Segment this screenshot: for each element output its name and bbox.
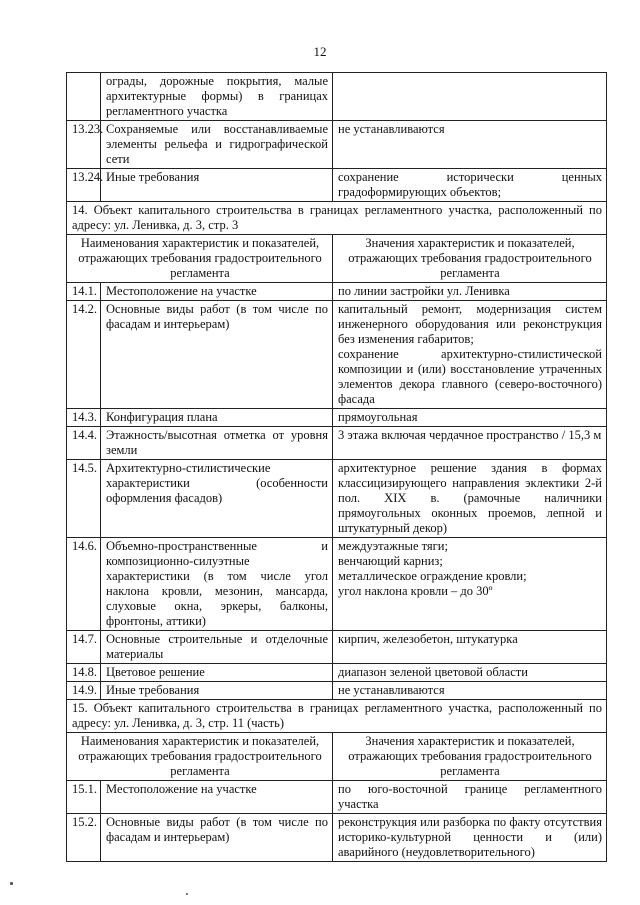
row-value: не устанавливаются <box>333 121 607 169</box>
row-value-line: металлическое ограждение кровли; <box>338 569 527 583</box>
table-row <box>67 301 607 409</box>
row-name: Цветовое решение <box>101 664 333 682</box>
section-15-header-right: Значения характеристик и показателей, отражающих требования градостроительного регламента <box>333 733 607 781</box>
table-row <box>67 121 607 169</box>
section-14-header-right: Значения характеристик и показателей, отражающих требования градостроительного регламента <box>333 235 607 283</box>
section-14-title-row <box>67 202 607 235</box>
section-15-rows <box>67 781 607 862</box>
scan-speck <box>10 882 13 885</box>
table-row <box>67 814 607 862</box>
row-number <box>67 73 101 121</box>
table-row <box>67 460 607 538</box>
table-row <box>67 631 607 664</box>
row-name: Основные виды работ (в том числе по фасадам и интерьерам) <box>101 301 333 409</box>
row-name: Конфигурация плана <box>101 409 333 427</box>
row-value-line: прямоугольная <box>338 410 418 424</box>
regulation-table <box>66 72 607 862</box>
row-name: Архитектурно-стилистические характеристики (особенности оформления фасадов) <box>101 460 333 538</box>
table-row <box>67 781 607 814</box>
section-14-title: 14. Объект капитального строительства в границах регламентного участка, расположенный по адресу: ул. Ленивка, д. 3, стр. 3 <box>67 202 607 235</box>
table-row <box>67 664 607 682</box>
row-value-line: не устанавливаются <box>338 683 445 697</box>
row-number: 15.1. <box>67 781 101 814</box>
row-value-line: сохранение архитектурно-стилистической композиции и (или) восстановление утраченных элементов декора главного (северо-восточного) фасада <box>338 347 602 406</box>
section-15-title-row <box>67 700 607 733</box>
scan-speck <box>186 893 188 895</box>
row-value <box>333 814 607 862</box>
table-row <box>67 427 607 460</box>
row-number: 13.24. <box>67 169 101 202</box>
section-15-header-row <box>67 733 607 781</box>
table-row <box>67 538 607 631</box>
row-number: 14.8. <box>67 664 101 682</box>
table-row <box>67 73 607 121</box>
row-value-line: по юго-восточной границе регламентного участка <box>338 782 602 811</box>
row-value <box>333 409 607 427</box>
row-number: 14.2. <box>67 301 101 409</box>
row-value <box>333 301 607 409</box>
row-name: Основные строительные и отделочные материалы <box>101 631 333 664</box>
row-name: Иные требования <box>101 682 333 700</box>
row-number: 14.1. <box>67 283 101 301</box>
section-15-header-left: Наименования характеристик и показателей, отражающих требования градостроительного регламента <box>67 733 333 781</box>
row-number: 14.7. <box>67 631 101 664</box>
row-value: сохранение исторически ценных градоформирующих объектов; <box>333 169 607 202</box>
row-value <box>333 631 607 664</box>
section-14-header-row <box>67 235 607 283</box>
row-name: Этажность/высотная отметка от уровня земли <box>101 427 333 460</box>
row-name: Сохраняемые или восстанавливаемые элементы рельефа и гидрографической сети <box>101 121 333 169</box>
row-value-line: капитальный ремонт, модернизация систем инженерного оборудования или реконструкция без изменения габаритов; <box>338 302 602 346</box>
row-name: Местоположение на участке <box>101 781 333 814</box>
section-15-title: 15. Объект капитального строительства в границах регламентного участка, расположенный по адресу: ул. Ленивка, д. 3, стр. 11 (часть) <box>67 700 607 733</box>
row-value <box>333 682 607 700</box>
row-number: 14.6. <box>67 538 101 631</box>
row-value-line: кирпич, железобетон, штукатурка <box>338 632 518 646</box>
table-row <box>67 682 607 700</box>
row-number: 13.23. <box>67 121 101 169</box>
row-value <box>333 538 607 631</box>
row-value <box>333 460 607 538</box>
row-value <box>333 781 607 814</box>
row-value-line: диапазон зеленой цветовой области <box>338 665 528 679</box>
row-value <box>333 283 607 301</box>
section-14-rows <box>67 283 607 700</box>
row-value-line: 3 этажа включая чердачное пространство / 15,3 м <box>338 428 602 442</box>
table-row <box>67 169 607 202</box>
row-value <box>333 427 607 460</box>
row-name: Основные виды работ (в том числе по фасадам и интерьерам) <box>101 814 333 862</box>
row-value-line: реконструкция или разборка по факту отсутствия историко-культурной ценности и (или) аварийного (неудовлетворительного) <box>338 815 602 859</box>
row-value-line: угол наклона кровли – до 30º <box>338 584 493 598</box>
row-number: 14.4. <box>67 427 101 460</box>
row-name: ограды, дорожные покрытия, малые архитектурные формы) в границах регламентного участка <box>101 73 333 121</box>
row-value-line: междуэтажные тяги; <box>338 539 448 553</box>
row-number: 14.9. <box>67 682 101 700</box>
row-value <box>333 73 607 121</box>
row-number: 15.2. <box>67 814 101 862</box>
row-value <box>333 664 607 682</box>
page-number: 12 <box>313 44 327 59</box>
row-value-line: венчающий карниз; <box>338 554 443 568</box>
row-value-line: архитектурное решение здания в формах классицизирующего направления эклектики 2-й пол. XIX в. (рамочные наличники прямоугольных оконных проемов, лепной и штукатурный декор) <box>338 461 602 535</box>
row-name: Местоположение на участке <box>101 283 333 301</box>
row-number: 14.3. <box>67 409 101 427</box>
row-name: Объемно-пространственные и композиционно-силуэтные характеристики (в том числе угол наклона кровли, мезонин, мансарда, слуховые окна, эркеры, балконы, фронтоны, аттики) <box>101 538 333 631</box>
row-number: 14.5. <box>67 460 101 538</box>
row-name: Иные требования <box>101 169 333 202</box>
table-row <box>67 409 607 427</box>
table-row <box>67 283 607 301</box>
row-value-line: по линии застройки ул. Ленивка <box>338 284 510 298</box>
section-14-header-left: Наименования характеристик и показателей, отражающих требования градостроительного регламента <box>67 235 333 283</box>
